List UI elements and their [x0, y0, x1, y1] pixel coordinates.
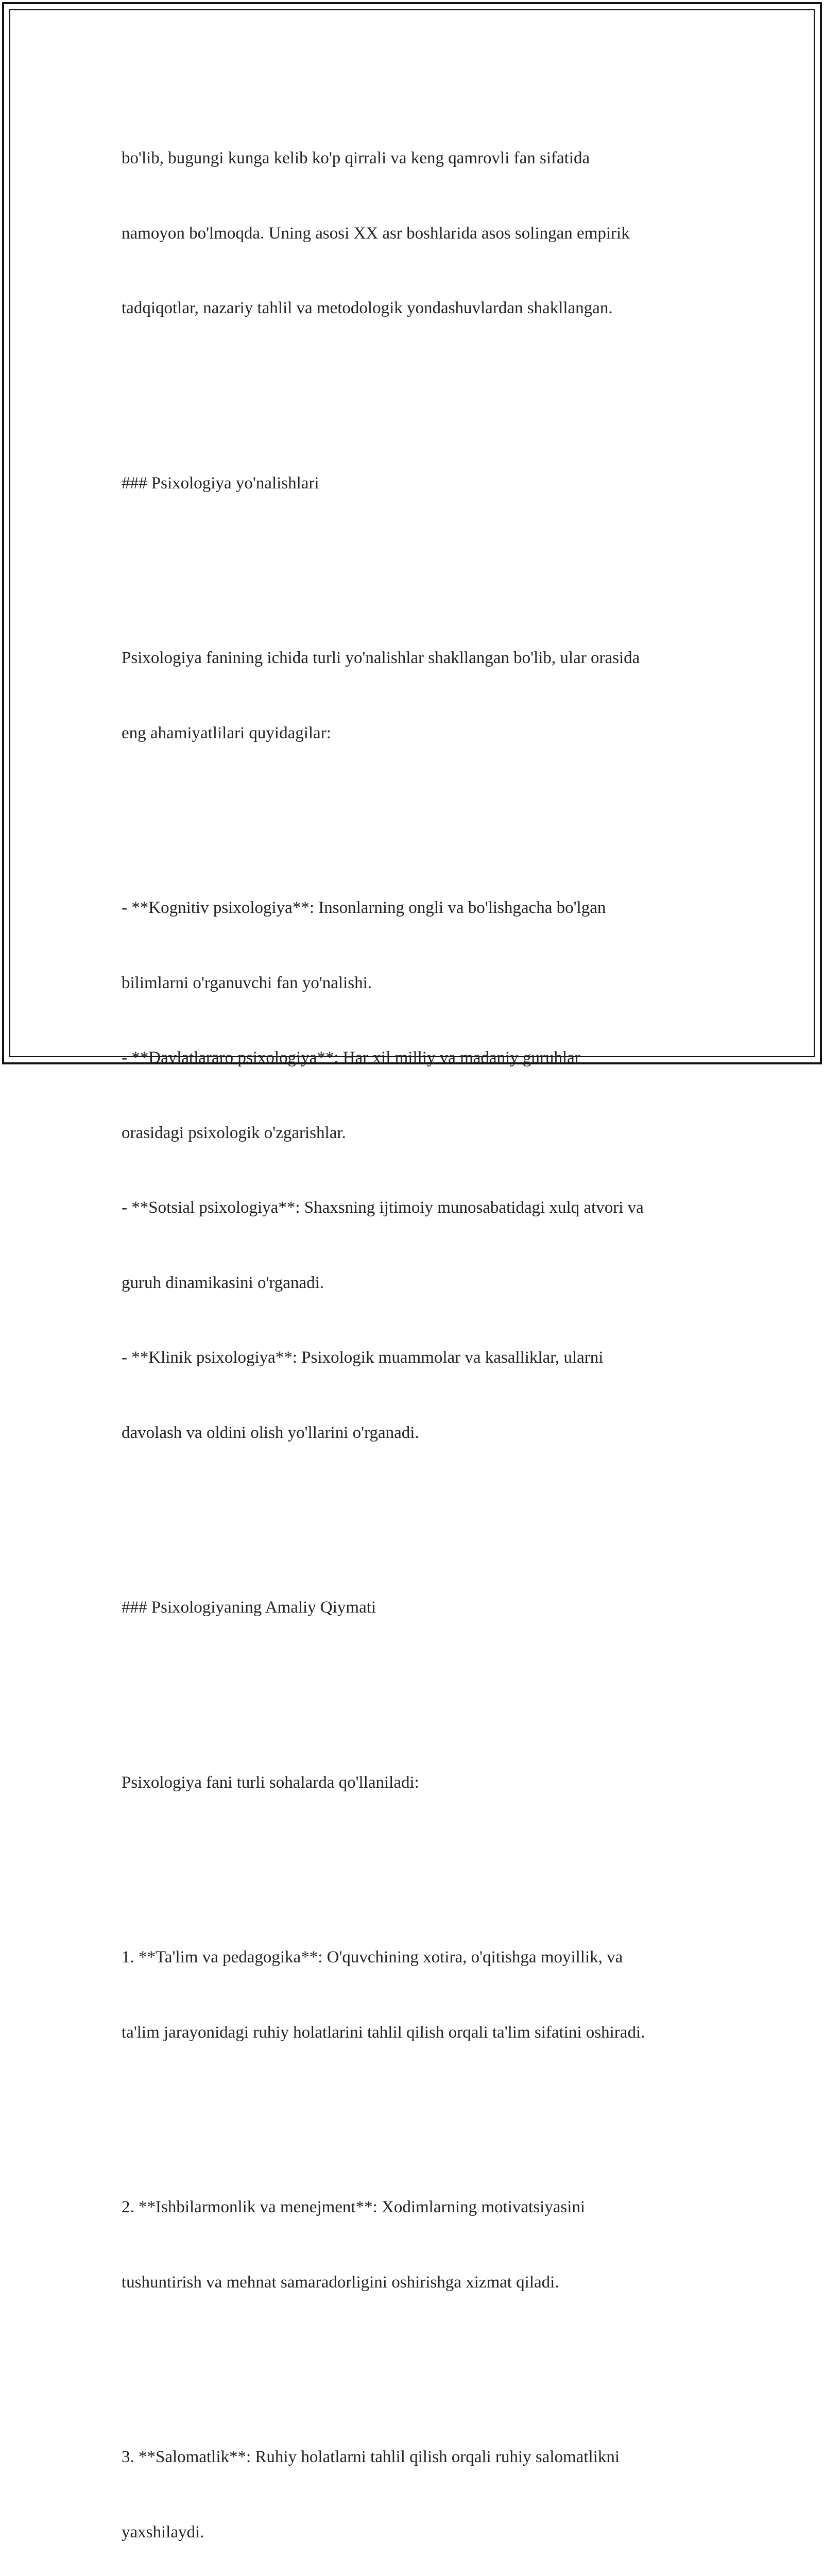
numbered-item-line: 1. **Ta'lim va pedagogika**: O'quvchining xotira, o'qitishga moyillik, va	[122, 1948, 623, 1967]
section-heading: ### Psixologiyaning Amaliy Qiymati	[122, 1598, 376, 1617]
bullet-line: - **Klinik psixologiya**: Psixologik muammolar va kasalliklar, ularni	[122, 1348, 604, 1367]
numbered-item-line: tushuntirish va mehnat samaradorligini oshirishga xizmat qiladi.	[122, 2273, 559, 2292]
bullet-line: bilimlarni o'rganuvchi fan yo'nalishi.	[122, 973, 372, 992]
bullet-line: davolash va oldini olish yo'llarini o'rganadi.	[122, 1423, 419, 1442]
document-body	[122, 96, 714, 2576]
paragraph-line: Psixologiya fani turli sohalarda qo'llaniladi:	[122, 1773, 419, 1792]
numbered-item-line: 3. **Salomatlik**: Ruhiy holatlarni tahlil qilish orqali ruhiy salomatlikni	[122, 2448, 620, 2466]
bullet-line: guruh dinamikasini o'rganadi.	[122, 1273, 324, 1292]
spacer	[122, 2345, 714, 2370]
spacer	[122, 1670, 714, 1696]
spacer	[122, 2095, 714, 2120]
spacer	[122, 1845, 714, 1870]
bullet-line: - **Kognitiv psixologiya**: Insonlarning ongli va bo'lishgacha bo'lgan	[122, 899, 606, 917]
spacer	[122, 371, 714, 396]
numbered-item-line: yaxshilaydi.	[122, 2522, 204, 2541]
intro-line: tadqiqotlar, nazariy tahlil va metodologik yondashuvlardan shakllangan.	[122, 299, 613, 317]
bullet-line: - **Sotsial psixologiya**: Shaxsning ijtimoiy munosabatidagi xulq atvori va	[122, 1198, 644, 1217]
numbered-item-line: 2. **Ishbilarmonlik va menejment**: Xodimlarning motivatsiyasini	[122, 2198, 586, 2216]
intro-line: namoyon bo'lmoqda. Uning asosi XX asr boshlarida asos solingan empirik	[122, 224, 630, 243]
spacer	[122, 1495, 714, 1520]
bullet-line: - **Davlatlararo psixologiya**: Har xil milliy va madaniy guruhlar	[122, 1048, 580, 1067]
spacer	[122, 795, 714, 821]
paragraph-line: Psixologiya fanining ichida turli yo'nalishlar shakllangan bo'lib, ular orasida	[122, 649, 640, 667]
numbered-item-line: ta'lim jarayonidagi ruhiy holatlarini tahlil qilish orqali ta'lim sifatini oshiradi.	[122, 2023, 645, 2042]
bullet-line: orasidagi psixologik o'zgarishlar.	[122, 1123, 346, 1142]
spacer	[122, 546, 714, 571]
paragraph-line: eng ahamiyatlilari quyidagilar:	[122, 723, 331, 742]
section-heading: ### Psixologiya yo'nalishlari	[122, 473, 319, 493]
intro-line: bo'lib, bugungi kunga kelib ko'p qirrali va keng qamrovli fan sifatida	[122, 149, 590, 167]
